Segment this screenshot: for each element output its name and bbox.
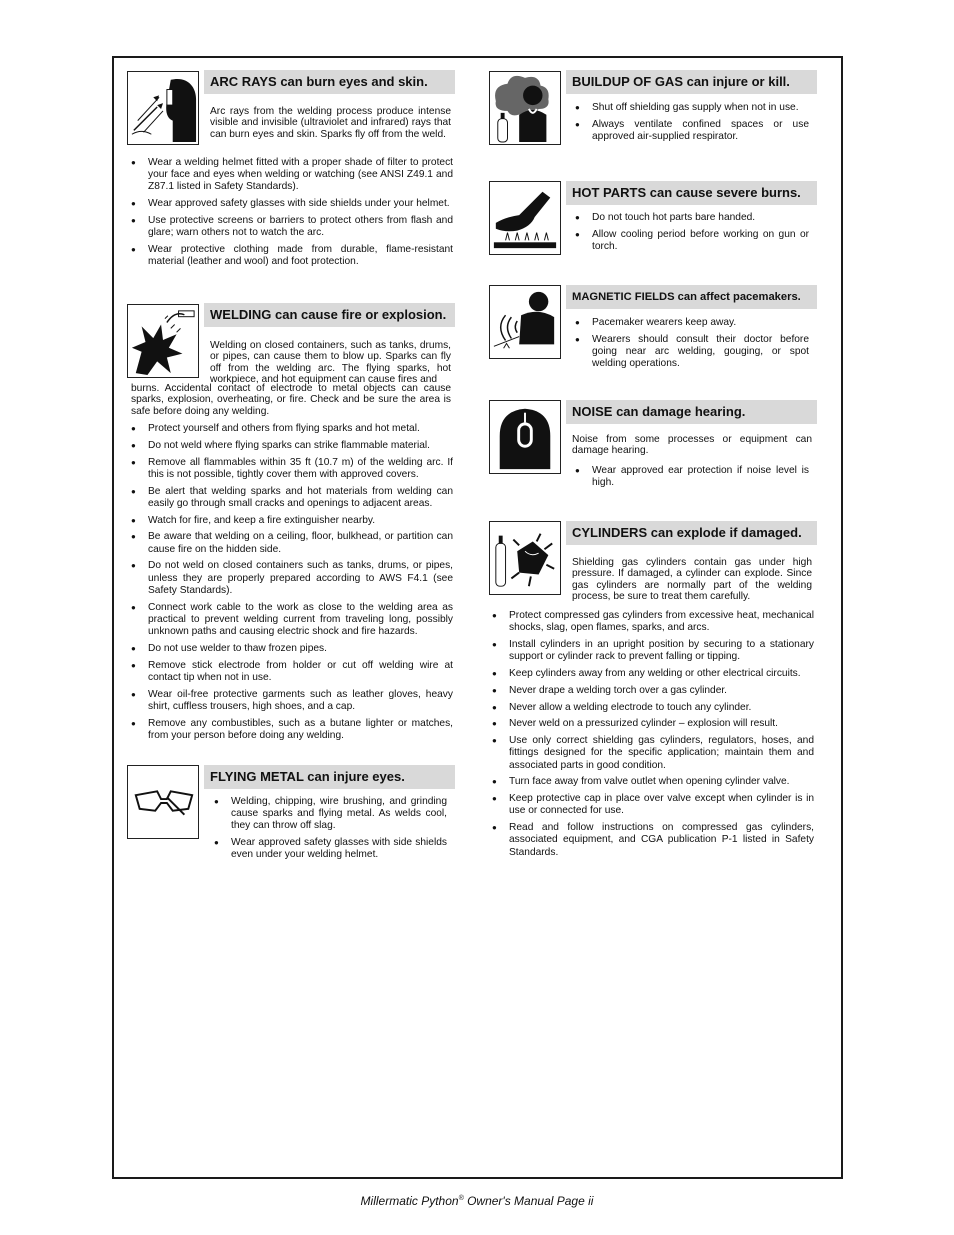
noise-intro: Noise from some processes or equipment can damage hearing. (572, 434, 812, 457)
pacemaker-icon (489, 285, 561, 359)
arc-rays-heading: ARC RAYS can burn eyes and skin. (204, 70, 455, 94)
list-item: ● Do not weld on closed containers such as tanks, drums, or pipes, unless they are properly prepared according to AWS F4.1 (see Safety Standards). (131, 560, 453, 597)
list-item: ● Wear approved ear protection if noise level is high. (575, 465, 809, 489)
list-item: ● Never drape a welding torch over a gas cylinder. (492, 685, 814, 697)
list-item: ● Read and follow instructions on compressed gas cylinders, associated equipment, and CGA publication P-1 listed in Safety Standards. (492, 822, 814, 859)
welding-fire-list (131, 423, 453, 747)
flying-metal-list (214, 796, 447, 866)
cylinders-list (492, 610, 814, 863)
cylinders-heading: CYLINDERS can explode if damaged. (566, 521, 817, 545)
arc-rays-list (131, 157, 453, 273)
page-footer (0, 1194, 954, 1208)
magnetic-fields-list (575, 317, 809, 375)
noise-heading: NOISE can damage hearing. (566, 400, 817, 424)
list-item: ● Remove stick electrode from holder or cut off welding wire at contact tip when not in use. (131, 660, 453, 684)
list-item: ● Use only correct shielding gas cylinders, regulators, hoses, and fittings designed for the specific application; maintain them and associated parts in good condition. (492, 735, 814, 772)
footer-brand: Millermatic Python (360, 1194, 459, 1208)
list-item: ● Do not use welder to thaw frozen pipes. (131, 643, 453, 655)
fire-explosion-icon (127, 304, 199, 378)
list-item: ● Protect compressed gas cylinders from excessive heat, mechanical shocks, slag, open flames, sparks, and arcs. (492, 610, 814, 634)
list-item: ● Welding, chipping, wire brushing, and grinding cause sparks and flying metal. As welds cool, they can throw off slag. (214, 796, 447, 833)
list-item: ● Keep protective cap in place over valve except when cylinder is in use or connected for use. (492, 793, 814, 817)
list-item: ● Connect work cable to the work as close to the welding area as practical to prevent welding current from traveling long, possibly unknown paths and causing electric shock and fire hazards. (131, 602, 453, 639)
welding-fire-intro: Welding on closed containers, such as tanks, drums, or pipes, can cause them to blow up. Sparks can fly off from the welding arc. The flying sparks, hot workpiece, and hot equipment can cause fires and (210, 340, 451, 386)
list-item: ● Watch for fire, and keep a fire extinguisher nearby. (131, 515, 453, 527)
list-item: ● Wear protective clothing made from durable, flame-resistant material (leather and wool) and foot protection. (131, 244, 453, 268)
list-item: ● Wear oil-free protective garments such as leather gloves, heavy shirt, cuffless trousers, high shoes, and a cap. (131, 689, 453, 713)
gas-buildup-heading: BUILDUP OF GAS can injure or kill. (566, 70, 817, 94)
arc-rays-intro: Arc rays from the welding process produce intense visible and invisible (ultraviolet and infrared) rays that can burn eyes and skin. Sparks fly off from the weld. (210, 106, 451, 140)
list-item: ● Do not weld where flying sparks can strike flammable material. (131, 440, 453, 452)
gas-buildup-icon (489, 71, 561, 145)
welding-fire-heading: WELDING can cause fire or explosion. (204, 303, 455, 327)
cylinders-intro: Shielding gas cylinders contain gas under high pressure. If damaged, a cylinder can explode. Since gas cylinders are normally part of the welding process, be sure to treat them carefully. (572, 557, 812, 603)
registered-mark: ® (458, 1195, 464, 1202)
list-item: ● Remove all flammables within 35 ft (10.7 m) of the welding arc. If this is not possible, tightly cover them with approved covers. (131, 457, 453, 481)
list-item: ● Allow cooling period before working on gun or torch. (575, 229, 809, 253)
hot-parts-hand-icon (489, 181, 561, 255)
list-item: ● Remove any combustibles, such as a butane lighter or matches, from your person before doing any welding. (131, 718, 453, 742)
magnetic-fields-heading: MAGNETIC FIELDS can affect pacemakers. (566, 285, 817, 309)
list-item: ● Install cylinders in an upright position by securing to a stationary support or cylinder rack to prevent falling or tipping. (492, 639, 814, 663)
list-item: ● Be alert that welding sparks and hot materials from welding can easily go through small cracks and openings to adjacent areas. (131, 486, 453, 510)
hot-parts-list (575, 212, 809, 258)
list-item: ● Wearers should consult their doctor before going near arc welding, gouging, or spot welding operations. (575, 334, 809, 371)
list-item: ● Be aware that welding on a ceiling, floor, bulkhead, or partition can cause fire on the hidden side. (131, 531, 453, 555)
footer-page-label: Owner's Manual Page ii (463, 1194, 594, 1208)
list-item: ● Keep cylinders away from any welding or other electrical circuits. (492, 668, 814, 680)
list-item: ● Wear a welding helmet fitted with a proper shade of filter to protect your face and eyes when welding or watching (see ANSI Z49.1 and Z87.1 listed in Safety Standards). (131, 157, 453, 194)
noise-list (575, 465, 809, 494)
cylinder-explosion-icon (489, 521, 561, 595)
list-item: ● Never weld on a pressurized cylinder – explosion will result. (492, 718, 814, 730)
list-item: ● Protect yourself and others from flying sparks and hot metal. (131, 423, 453, 435)
list-item: ● Use protective screens or barriers to protect others from flash and glare; warn others not to watch the arc. (131, 215, 453, 239)
list-item: ● Wear approved safety glasses with side shields under your helmet. (131, 198, 453, 210)
list-item: ● Pacemaker wearers keep away. (575, 317, 809, 329)
safety-glasses-icon (127, 765, 199, 839)
list-item: ● Never allow a welding electrode to touch any cylinder. (492, 702, 814, 714)
arc-rays-welder-icon (127, 71, 199, 145)
list-item: ● Do not touch hot parts bare handed. (575, 212, 809, 224)
welding-fire-intro-cont: burns. Accidental contact of electrode to metal objects can cause sparks, explosion, overheating, or fire. Check and be sure the area is safe before doing any welding. (131, 383, 451, 417)
ear-protection-icon (489, 400, 561, 474)
gas-buildup-list (575, 102, 809, 148)
list-item: ● Shut off shielding gas supply when not in use. (575, 102, 809, 114)
hot-parts-heading: HOT PARTS can cause severe burns. (566, 181, 817, 205)
list-item: ● Wear approved safety glasses with side shields even under your welding helmet. (214, 837, 447, 861)
list-item: ● Always ventilate confined spaces or use approved air-supplied respirator. (575, 119, 809, 143)
list-item: ● Turn face away from valve outlet when opening cylinder valve. (492, 776, 814, 788)
flying-metal-heading: FLYING METAL can injure eyes. (204, 765, 455, 789)
